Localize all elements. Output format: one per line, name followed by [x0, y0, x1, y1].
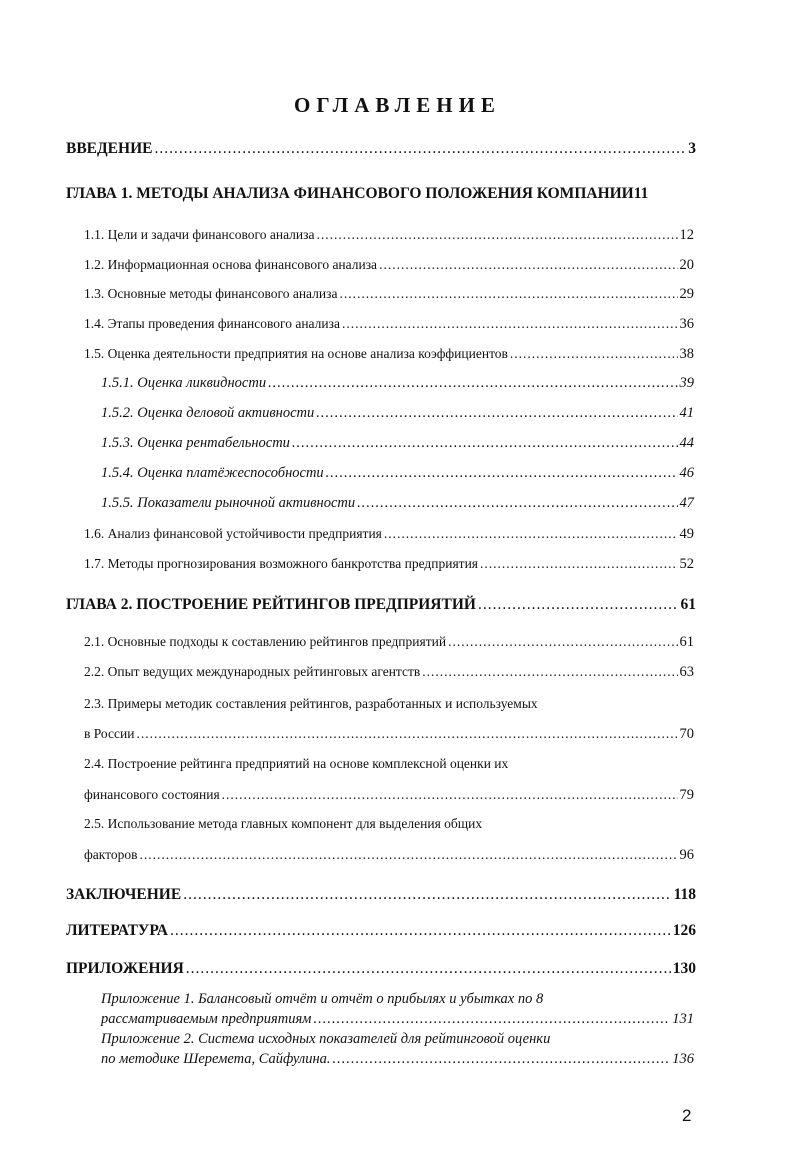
- toc-entry-intro[interactable]: [66, 140, 696, 158]
- toc-entry-label: 1.5.3. Оценка рентабельности: [101, 435, 290, 451]
- toc-entry-page: 29: [679, 286, 694, 302]
- dot-leader: [422, 664, 677, 680]
- dot-leader: [480, 556, 678, 572]
- toc-entry-1-3[interactable]: [84, 286, 694, 303]
- toc-entry-label: 1.2. Информационная основа финансового анализа: [84, 257, 378, 272]
- dot-leader: [170, 922, 671, 940]
- toc-entry-literature[interactable]: [66, 922, 696, 940]
- dot-leader: [136, 726, 677, 742]
- dot-leader: [384, 526, 678, 542]
- toc-entry-conclusion[interactable]: [66, 886, 696, 904]
- toc-entry-page: 63: [679, 664, 694, 680]
- toc-entry-label: 2.1. Основные подходы к составлению рейтингов предприятий: [84, 634, 447, 649]
- dot-leader: [139, 847, 677, 863]
- toc-entry-1-5-3[interactable]: [101, 435, 694, 452]
- page-number: 2: [682, 1106, 692, 1125]
- toc-entry-2-3-line1[interactable]: 2.3. Примеры методик составления рейтингов, разработанных и используемых: [84, 696, 538, 711]
- dot-leader: [379, 257, 677, 273]
- toc-entry-page: 131: [672, 1011, 694, 1027]
- toc-entry-2-3[interactable]: [84, 726, 694, 743]
- dot-leader: [186, 960, 671, 978]
- toc-entry-page: 61: [680, 596, 696, 613]
- toc-entry-2-2[interactable]: [84, 664, 694, 681]
- toc-entry-page: 38: [679, 346, 694, 362]
- dot-leader: [292, 435, 678, 452]
- toc-entry-page: 46: [679, 465, 694, 481]
- dot-leader: [510, 346, 678, 362]
- toc-title: ОГЛАВЛЕНИЕ: [294, 93, 501, 117]
- toc-entry-1-1[interactable]: [84, 227, 694, 244]
- dot-leader: [478, 596, 679, 614]
- toc-entry-appendix2-line1[interactable]: Приложение 2. Система исходных показателей для рейтинговой оценки: [101, 1031, 551, 1047]
- toc-entry-1-7[interactable]: [84, 556, 694, 573]
- toc-entry-page: 118: [673, 886, 696, 903]
- toc-entry-label: 1.5.4. Оценка платёжеспособности: [101, 465, 324, 481]
- toc-entry-appendices[interactable]: [66, 960, 696, 978]
- toc-entry-2-1[interactable]: [84, 634, 694, 651]
- toc-entry-label: рассматриваемым предприятиям: [101, 1011, 312, 1027]
- toc-entry-label: факторов: [84, 847, 138, 862]
- dot-leader: [333, 1051, 671, 1068]
- dot-leader: [448, 634, 677, 650]
- toc-entry-page: 52: [679, 556, 694, 572]
- toc-entry-page: 79: [679, 787, 694, 803]
- toc-entry-label: ЛИТЕРАТУРА: [66, 922, 168, 939]
- toc-entry-label: по методике Шеремета, Сайфулина.: [101, 1051, 331, 1067]
- toc-entry-appendix1[interactable]: [101, 1011, 694, 1028]
- toc-entry-label: 1.5.1. Оценка ликвидности: [101, 375, 267, 391]
- toc-entry-appendix2[interactable]: [101, 1051, 694, 1068]
- toc-entry-label: 1.4. Этапы проведения финансового анализа: [84, 316, 340, 331]
- toc-entry-label: 1.3. Основные методы финансового анализа: [84, 286, 338, 301]
- toc-entry-label: 1.1. Цели и задачи финансового анализа: [84, 227, 315, 242]
- toc-entry-2-4[interactable]: [84, 787, 694, 804]
- dot-leader: [154, 140, 686, 158]
- toc-entry-2-5[interactable]: [84, 847, 694, 864]
- toc-entry-page: 70: [679, 726, 694, 742]
- dot-leader: [342, 316, 678, 332]
- toc-entry-chapter2[interactable]: [66, 596, 696, 614]
- dot-leader: [316, 227, 677, 243]
- toc-entry-page: 126: [672, 922, 696, 939]
- toc-entry-page: 20: [679, 257, 694, 273]
- toc-entry-page: 12: [679, 227, 694, 243]
- toc-entry-2-5-line1[interactable]: 2.5. Использование метода главных компонент для выделения общих: [84, 816, 483, 831]
- toc-entry-chapter1[interactable]: [66, 185, 696, 203]
- dot-leader: [316, 405, 677, 422]
- dot-leader: [268, 375, 677, 392]
- toc-entry-label: ГЛАВА 1. МЕТОДЫ АНАЛИЗА ФИНАНСОВОГО ПОЛОЖЕНИЯ КОМПАНИИ11: [66, 185, 649, 202]
- dot-leader: [326, 465, 678, 482]
- toc-entry-page: 3: [688, 140, 696, 157]
- toc-entry-1-5-1[interactable]: [101, 375, 694, 392]
- toc-entry-2-4-line1[interactable]: 2.4. Построение рейтинга предприятий на основе комплексной оценки их: [84, 756, 509, 771]
- toc-entry-label: ПРИЛОЖЕНИЯ: [66, 960, 184, 977]
- toc-entry-page: 47: [679, 495, 694, 511]
- toc-entry-label: в России: [84, 726, 135, 741]
- dot-leader: [222, 787, 678, 803]
- toc-entry-1-5-2[interactable]: [101, 405, 694, 422]
- toc-entry-label: 1.5. Оценка деятельности предприятия на основе анализа коэффициентов: [84, 346, 508, 361]
- toc-entry-1-2[interactable]: [84, 257, 694, 274]
- toc-entry-page: 61: [679, 634, 694, 650]
- toc-entry-page: 130: [672, 960, 696, 977]
- toc-entry-label: ЗАКЛЮЧЕНИЕ: [66, 886, 182, 903]
- toc-entry-appendix1-line1[interactable]: Приложение 1. Балансовый отчёт и отчёт о прибылях и убытках по 8: [101, 991, 544, 1007]
- toc-entry-label: ВВЕДЕНИЕ: [66, 140, 153, 157]
- toc-entry-1-5-4[interactable]: [101, 465, 694, 482]
- toc-entry-page: 41: [679, 405, 694, 421]
- toc-entry-1-5-5[interactable]: [101, 495, 694, 512]
- toc-entry-page: 39: [679, 375, 694, 391]
- dot-leader: [313, 1011, 670, 1028]
- toc-entry-1-6[interactable]: [84, 526, 694, 543]
- toc-entry-1-4[interactable]: [84, 316, 694, 333]
- dot-leader: [357, 495, 677, 512]
- toc-entry-label: финансового состояния: [84, 787, 220, 802]
- toc-entry-page: 96: [679, 847, 694, 863]
- toc-entry-page: 36: [679, 316, 694, 332]
- toc-entry-label: 1.5.2. Оценка деловой активности: [101, 405, 315, 421]
- dot-leader: [183, 886, 671, 904]
- toc-entry-label: 1.5.5. Показатели рыночной активности: [101, 495, 356, 511]
- toc-entry-label: ГЛАВА 2. ПОСТРОЕНИЕ РЕЙТИНГОВ ПРЕДПРИЯТИЙ: [66, 596, 476, 613]
- toc-entry-page: 136: [672, 1051, 694, 1067]
- dot-leader: [339, 286, 677, 302]
- toc-entry-label: 1.6. Анализ финансовой устойчивости предприятия: [84, 526, 382, 541]
- toc-entry-label: 2.2. Опыт ведущих международных рейтинговых агентств: [84, 664, 421, 679]
- toc-entry-page: 49: [679, 526, 694, 542]
- toc-entry-page: 44: [679, 435, 694, 451]
- toc-entry-1-5[interactable]: [84, 346, 694, 363]
- toc-entry-label: 1.7. Методы прогнозирования возможного банкротства предприятия: [84, 556, 478, 571]
